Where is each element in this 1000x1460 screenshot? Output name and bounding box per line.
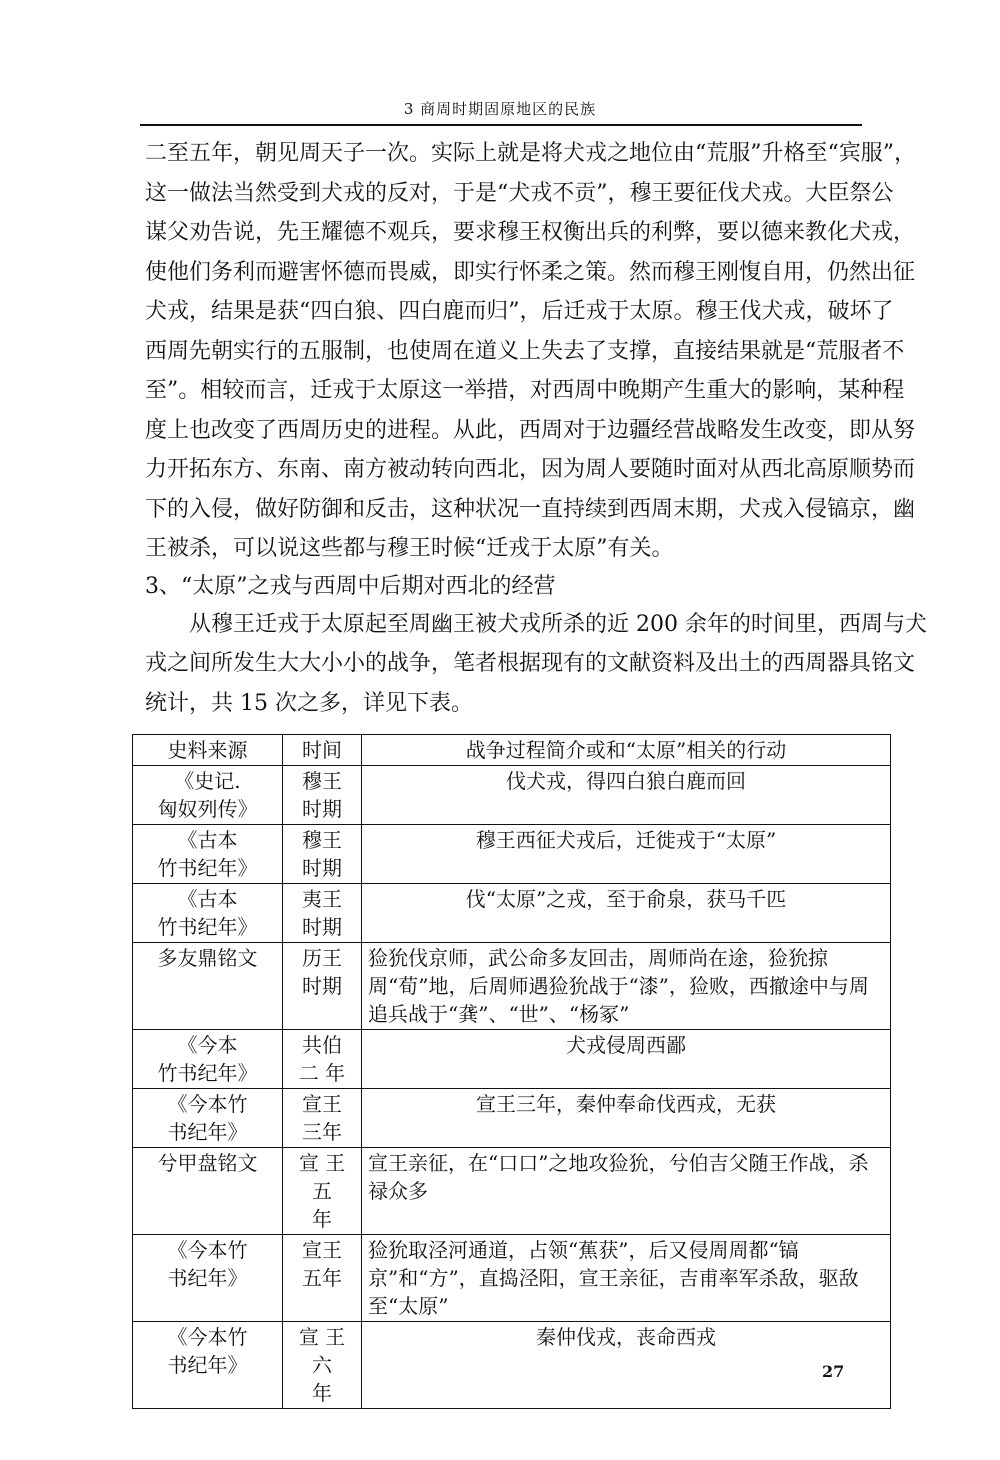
cell-description: 宣王三年，秦仲奉命伐西戎，无获 — [362, 1089, 891, 1148]
text-line: 犬戎，结果是获“四白狼、四白鹿而归”，后迁戎于太原。穆王伐犬戎，破坏了 — [145, 299, 894, 324]
table-row — [133, 884, 891, 943]
table-body — [133, 766, 891, 1409]
war-records-table — [132, 734, 891, 1409]
cell-time: 夷王 时期 — [283, 884, 362, 943]
text-line: 度上也改变了西周历史的进程。从此，西周对于边疆经营战略发生改变，即从努 — [145, 417, 916, 443]
cell-time: 穆王 时期 — [283, 766, 362, 825]
paragraph-1 — [145, 134, 916, 569]
cell-source: 《古本 竹书纪年》 — [133, 884, 283, 943]
cell-time: 历王 时期 — [283, 943, 362, 1030]
text-line: 二至五年，朝见周天子一次。实际上就是将犬戎之地位由“荒服”升格至“宾服”， — [145, 141, 916, 166]
table-row — [133, 1235, 891, 1322]
cell-description: 伐“太原”之戎，至于俞泉，获马千匹 — [362, 884, 891, 943]
table-row — [133, 766, 891, 825]
cell-source: 《今本竹 书纪年》 — [133, 1235, 283, 1322]
cell-source: 《今本竹 书纪年》 — [133, 1322, 283, 1409]
cell-time: 宣王 三年 — [283, 1089, 362, 1148]
table-header-row — [133, 735, 891, 766]
text-line: 王被杀，可以说这些都与穆王时候“迁戎于太原”有关。 — [145, 536, 674, 561]
war-records-table-container — [132, 734, 892, 1409]
cell-description: 犬戎侵周西鄙 — [362, 1030, 891, 1089]
cell-source: 多友鼎铭文 — [133, 943, 283, 1030]
table-row — [133, 825, 891, 884]
cell-description: 猃狁取泾河通道，占领“蕉获”，后又侵周周都“镐京”和“方”，直捣泾阳，宣王亲征，吉甫率军杀敌，驱敌至“太原” — [362, 1235, 891, 1322]
text-line: 这一做法当然受到犬戎的反对，于是“犬戎不贡”，穆王要征伐犬戎。大臣祭公 — [145, 180, 894, 206]
cell-time: 穆王 时期 — [283, 825, 362, 884]
header-source: 史料来源 — [133, 735, 283, 766]
cell-description: 猃狁伐京师，武公命多友回击，周师尚在途，猃狁掠周“荀”地，后周师遇猃狁战于“漆”，猃败，西撤途中与周追兵战于“龚”、“世”、“杨冢” — [362, 943, 891, 1030]
cell-source: 《史记. 匈奴列传》 — [133, 766, 283, 825]
cell-time: 宣王 五年 — [283, 1235, 362, 1322]
cell-source: 《今本竹 书纪年》 — [133, 1089, 283, 1148]
page-number: 27 — [822, 1362, 845, 1381]
cell-description: 穆王西征犬戎后，迁徙戎于“太原” — [362, 825, 891, 884]
cell-time: 宣 王 六 年 — [283, 1322, 362, 1409]
table-row — [133, 1148, 891, 1235]
text-line: 戎之间所发生大大小小的战争，笔者根据现有的文献资料及出土的西周器具铭文 — [145, 651, 916, 676]
text-line: 谋父劝告说，先王耀德不观兵，要求穆王权衡出兵的利弊，要以德来教化犬戎， — [145, 220, 916, 245]
table-row — [133, 1030, 891, 1089]
cell-source: 《今本 竹书纪年》 — [133, 1030, 283, 1089]
table-row — [133, 1322, 891, 1409]
cell-description: 伐犬戎，得四白狼白鹿而回 — [362, 766, 891, 825]
text-line: 从穆王迁戎于太原起至周幽王被犬戎所杀的近 200 余年的时间里，西周与犬 — [189, 611, 927, 637]
header-time: 时间 — [283, 735, 362, 766]
text-line: 下的入侵，做好防御和反击，这种状况一直持续到西周末期，犬戎入侵镐京，幽 — [145, 496, 916, 522]
table-row — [133, 943, 891, 1030]
cell-time: 宣 王 五 年 — [283, 1148, 362, 1235]
header-rule — [140, 124, 862, 126]
cell-source: 《古本 竹书纪年》 — [133, 825, 283, 884]
cell-description: 宣王亲征，在“口口”之地攻猃狁，兮伯吉父随王作战，杀禄众多 — [362, 1148, 891, 1235]
text-line: 力开拓东方、东南、南方被动转向西北，因为周人要随时面对从西北高原顺势而 — [145, 457, 916, 482]
body-text — [145, 134, 927, 723]
text-line: 至”。相较而言，迁戎于太原这一举措，对西周中晚期产生重大的影响，某种程 — [145, 378, 905, 403]
paragraph-2 — [145, 605, 927, 724]
table-row — [133, 1089, 891, 1148]
running-header: 3 商周时期固原地区的民族 — [403, 100, 597, 118]
header-description: 战争过程简介或和“太原”相关的行动 — [362, 735, 891, 766]
cell-description: 秦仲伐戎，丧命西戎 — [362, 1322, 891, 1409]
text-line: 使他们务利而避害怀德而畏威，即实行怀柔之策。然而穆王刚愎自用，仍然出征 — [145, 259, 916, 285]
section-heading: 3、“太原”之戎与西周中后期对西北的经营 — [145, 573, 556, 599]
text-line: 统计，共 15 次之多，详见下表。 — [145, 690, 473, 716]
cell-source: 兮甲盘铭文 — [133, 1148, 283, 1235]
cell-time: 共伯 二 年 — [283, 1030, 362, 1089]
text-line: 西周先朝实行的五服制，也使周在道义上失去了支撑，直接结果就是“荒服者不 — [145, 338, 905, 364]
